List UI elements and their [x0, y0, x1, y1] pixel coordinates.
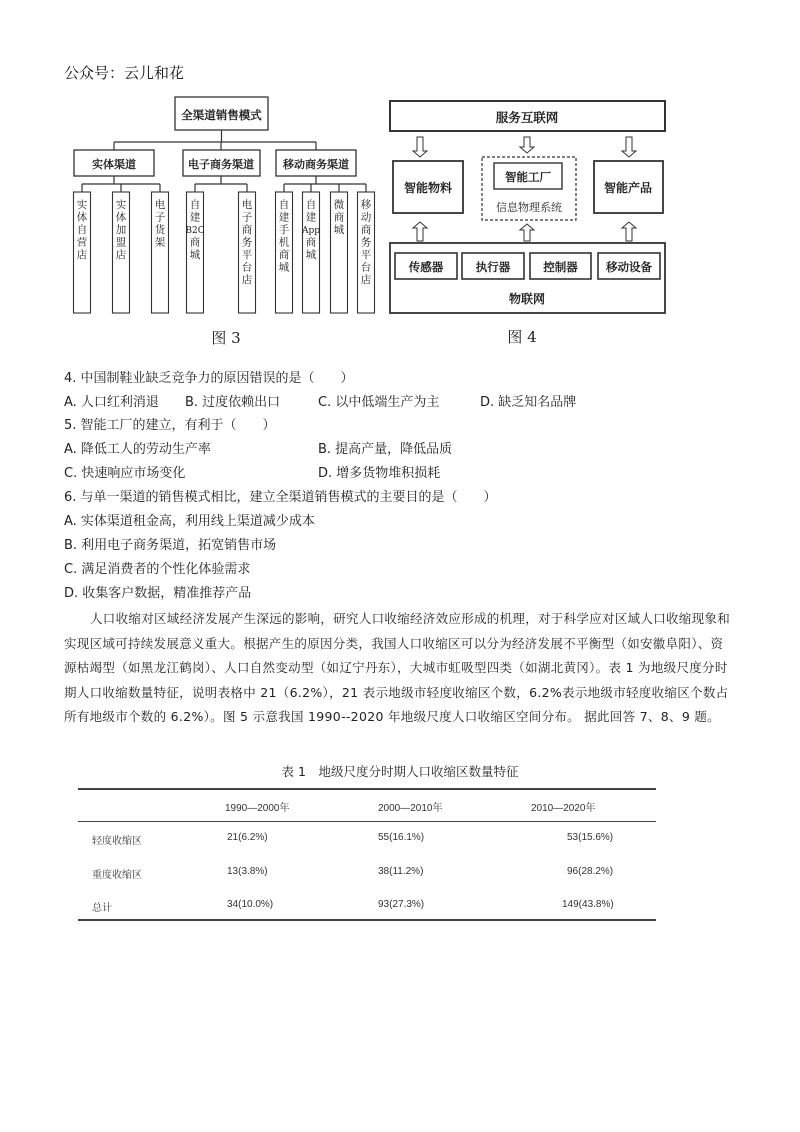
arrow-shape — [413, 222, 427, 241]
vertical-char: 手 — [278, 224, 290, 236]
q5-option-a: A. 降低工人的劳动生产率 — [64, 442, 211, 457]
vertical-char: 商 — [278, 249, 290, 261]
q5-stem: 5. 智能工厂的建立，有利于（ ） — [64, 418, 276, 433]
table-cell: 13(3.8%) — [227, 866, 268, 877]
vertical-char: 自 — [305, 199, 317, 211]
vertical-char: 城 — [189, 249, 201, 261]
fig4-bottom-label: 物联网 — [508, 292, 546, 306]
q6-option-b: B. 利用电子商务渠道，拓宽销售市场 — [64, 538, 277, 553]
vertical-char: 自 — [76, 224, 88, 236]
page-header: 公众号：云儿和花 — [64, 64, 185, 82]
vertical-char: 实 — [76, 199, 88, 211]
table-title: 表 1 地级尺度分时期人口收缩区数量特征 — [281, 764, 519, 779]
down-arrow-icon — [520, 137, 534, 153]
vertical-char: 台 — [241, 261, 253, 274]
down-arrow-icon — [413, 137, 427, 157]
vertical-char: 商 — [189, 236, 201, 249]
fig4-center-sublabel: 信息物理系统 — [496, 201, 562, 214]
q6-stem: 6. 与单一渠道的销售模式相比，建立全渠道销售模式的主要目的是（ ） — [64, 490, 497, 505]
vertical-char: 加 — [115, 224, 127, 236]
vertical-char: 商 — [241, 224, 253, 236]
vertical-char: 城 — [278, 261, 290, 274]
vertical-char: 货 — [154, 224, 166, 236]
q4-option-b: B. 过度依赖出口 — [185, 395, 281, 410]
fig3-item-label — [242, 198, 253, 286]
table-header-2000-2010: 2000—2010年 — [378, 803, 443, 814]
vertical-char: 店 — [76, 249, 88, 261]
up-arrow-icon — [622, 222, 636, 241]
table-header-rule — [78, 821, 656, 822]
vertical-char: 平 — [360, 249, 372, 261]
figure-4-smart-factory-diagram — [390, 101, 665, 346]
vertical-char: 建 — [189, 211, 201, 224]
fig3-item-label — [77, 199, 88, 261]
q4-option-d: D. 缺乏知名品牌 — [480, 395, 577, 410]
table-cell: 96(28.2%) — [567, 866, 614, 877]
arrow-shape — [520, 137, 534, 153]
fig4-device-label: 传感器 — [408, 260, 444, 274]
table-header-2010-2020: 2010—2020年 — [531, 803, 596, 814]
fig3-caption: 图 3 — [211, 329, 241, 347]
q4-option-c: C. 以中低端生产为主 — [318, 395, 440, 410]
vertical-char: 移 — [360, 199, 372, 211]
q5-option-b: B. 提高产量，降低品质 — [318, 442, 453, 457]
vertical-char: B2C — [185, 226, 205, 236]
fig4-caption: 图 4 — [507, 328, 537, 346]
vertical-char: 店 — [241, 274, 253, 286]
table-header-1990-2000: 1990—2000年 — [225, 803, 290, 814]
fig3-channel-label: 移动商务渠道 — [283, 158, 349, 171]
vertical-char: 店 — [115, 249, 127, 261]
figure-3-channel-diagram — [74, 97, 375, 347]
table-cell: 53(15.6%) — [567, 832, 614, 843]
vertical-char: 动 — [360, 211, 372, 224]
fig3-channel-label: 实体渠道 — [92, 158, 136, 171]
fig4-device-label: 控制器 — [543, 260, 578, 274]
vertical-char: 实 — [115, 199, 127, 211]
vertical-char: 体 — [115, 211, 127, 224]
fig4-device-label: 移动设备 — [606, 260, 652, 274]
vertical-char: 电 — [154, 199, 166, 211]
arrow-shape — [520, 224, 534, 241]
vertical-char: 营 — [76, 236, 88, 249]
vertical-char: 商 — [360, 224, 372, 236]
table-cell: 55(16.1%) — [378, 832, 425, 843]
table-cell: 38(11.2%) — [378, 866, 424, 877]
up-arrow-icon — [413, 222, 427, 241]
fig4-device-label: 执行器 — [475, 260, 511, 274]
q6-option-c: C. 满足消费者的个性化体验需求 — [64, 562, 251, 577]
vertical-char: 自 — [278, 199, 290, 211]
vertical-char: 城 — [333, 224, 345, 236]
table-row-label: 重度收缩区 — [92, 870, 142, 881]
arrow-shape — [413, 137, 427, 157]
table-cell: 34(10.0%) — [227, 899, 274, 910]
vertical-char: 建 — [278, 211, 290, 224]
vertical-char: 商 — [333, 211, 345, 224]
vertical-char: 平 — [241, 249, 253, 261]
fig3-item-label — [155, 198, 167, 249]
fig3-item-label — [334, 198, 345, 236]
vertical-char: 盟 — [115, 236, 127, 249]
vertical-char: 城 — [305, 249, 317, 261]
vertical-char: 台 — [360, 261, 372, 274]
vertical-char: 子 — [241, 211, 253, 224]
q4-option-a: A. 人口红利消退 — [64, 395, 159, 410]
table-cell: 149(43.8%) — [562, 899, 614, 910]
vertical-char: 务 — [360, 236, 372, 249]
vertical-char: 商 — [305, 236, 317, 249]
fig4-center-label: 智能工厂 — [505, 170, 551, 184]
vertical-char: 机 — [278, 236, 290, 249]
table-row-label: 轻度收缩区 — [92, 836, 142, 847]
arrow-shape — [622, 137, 636, 157]
fig3-item-label — [279, 198, 290, 274]
vertical-char: 体 — [76, 211, 88, 224]
table-top-rule — [78, 788, 656, 790]
down-arrow-icon — [622, 137, 636, 157]
fig3-top-label: 全渠道销售模式 — [181, 108, 262, 122]
q5-option-c: C. 快速响应市场变化 — [64, 466, 186, 481]
vertical-char: 架 — [154, 236, 166, 249]
fig3-channel-label: 电子商务渠道 — [188, 158, 254, 171]
fig4-right-label: 智能产品 — [603, 181, 653, 195]
vertical-char: 建 — [305, 211, 317, 224]
up-arrow-icon — [520, 224, 534, 241]
fig4-left-label: 智能物料 — [403, 181, 453, 195]
vertical-char: 务 — [241, 236, 253, 249]
q4-stem: 4. 中国制鞋业缺乏竞争力的原因错误的是（ ） — [64, 371, 354, 386]
fig4-top-label: 服务互联网 — [495, 110, 559, 125]
table-cell: 93(27.3%) — [378, 899, 425, 910]
table-bottom-rule — [78, 919, 656, 921]
vertical-char: 自 — [189, 199, 201, 211]
arrow-shape — [622, 222, 636, 241]
q5-option-d: D. 增多货物堆积损耗 — [318, 466, 441, 481]
vertical-char: 微 — [333, 199, 345, 211]
reading-passage: 人口收缩对区域经济发展产生深远的影响，研究人口收缩经济效应形成的机理，对于科学应对区域人口收缩现象和实现区域可持续发展意义重大。根据产生的原因分类，我国人口收缩区可以分为经济发展不平衡型（如安徽阜阳）、资源枯竭型（如黑龙江鹤岗）、人口自然变动型（如辽宁丹东），大城市虹吸型四类（如湖北黄冈）。表 1 为地级尺度分时期人口收缩数量特征，说明表格中 21（6.2%），21 表示地级市轻度收缩区个数，6.2%表示地级市轻度收缩区个数占所有地级市个数的 6.2%）。图 5 示意我国 1990--2020 年地级尺度人口收缩区空间分布。 据此回答 7、8、9 题。 — [64, 611, 731, 724]
vertical-char: 子 — [154, 211, 166, 224]
table-row-label: 总计 — [92, 903, 112, 914]
fig3-item-label — [116, 199, 127, 261]
vertical-char: 店 — [360, 274, 372, 286]
fig3-item-label — [361, 198, 372, 286]
q6-option-d: D. 收集客户数据，精准推荐产品 — [64, 586, 252, 601]
figures-3-4 — [0, 0, 800, 360]
table-cell: 21(6.2%) — [227, 832, 268, 843]
q6-option-a: A. 实体渠道租金高，利用线上渠道减少成本 — [64, 514, 315, 529]
vertical-char: App — [301, 226, 321, 236]
vertical-char: 电 — [241, 199, 253, 211]
